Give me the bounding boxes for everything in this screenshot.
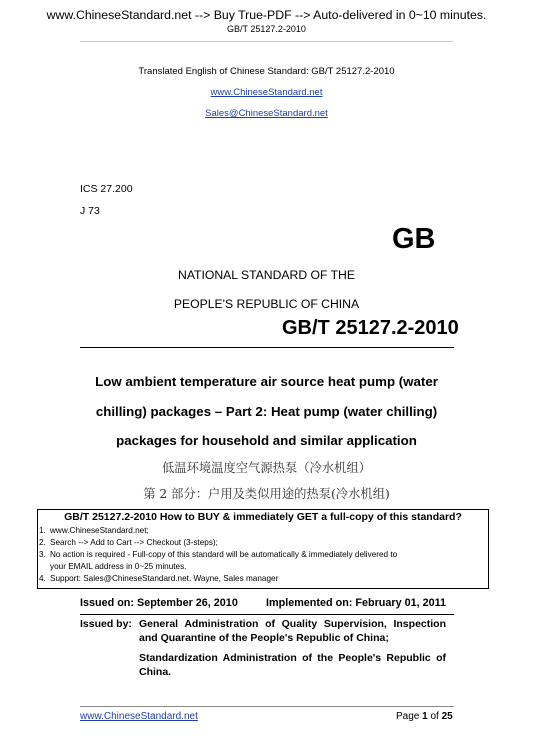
buy-step [38, 537, 488, 549]
header-standard-code: GB/T 25127.2-2010 [227, 24, 306, 34]
issue-divider [80, 614, 454, 615]
step-text: Search --> Add to Cart --> Checkout (3-steps); [50, 538, 218, 547]
gb-mark: GB [392, 223, 436, 255]
page-prefix: Page [396, 711, 423, 722]
header-divider [80, 41, 453, 42]
page-number: 1 [422, 711, 428, 722]
page-of: of [427, 711, 442, 722]
issued-on: Issued on: September 26, 2010 [80, 597, 238, 609]
issued-by-line-1: General Administration of Quality Supervision, Inspection [139, 618, 446, 630]
buy-step [38, 525, 488, 537]
issued-by-label: Issued by: [80, 618, 132, 630]
national-standard-line: NATIONAL STANDARD OF THE [178, 268, 355, 282]
english-title-line-3: packages for household and similar application [116, 433, 417, 448]
issued-by-line-4: China. [139, 666, 172, 678]
implemented-on: Implemented on: February 01, 2011 [266, 597, 447, 609]
website-link[interactable]: www.ChineseStandard.net [210, 87, 323, 98]
page-indicator [396, 711, 453, 722]
footer-divider [80, 706, 454, 707]
buy-step [38, 573, 488, 585]
step-number: 2. [39, 538, 46, 547]
buy-steps-list [38, 525, 488, 585]
translated-line: Translated English of Chinese Standard: GB/T 25127.2-2010 [138, 66, 395, 77]
english-title-line-1: Low ambient temperature air source heat pump (water [95, 374, 438, 389]
chinese-title-line-2: 第 2 部分：户用及类似用途的热泵(冷水机组) [143, 487, 390, 501]
title-divider [80, 347, 454, 348]
buy-step-continued [38, 561, 488, 573]
step-text[interactable]: www.ChineseStandard.net; [50, 526, 149, 535]
buy-step [38, 549, 488, 561]
prc-line: PEOPLE'S REPUBLIC OF CHINA [173, 297, 360, 311]
buy-instructions-box [37, 509, 489, 589]
standard-number: GB/T 25127.2-2010 [282, 317, 459, 339]
email-link[interactable]: Sales@ChineseStandard.net [205, 108, 328, 119]
buy-box-heading: GB/T 25127.2-2010 How to BUY & immediately GET a full-copy of this standard? [64, 511, 462, 523]
ics-code: ICS 27.200 [80, 183, 133, 195]
step-number: 1. [39, 526, 46, 535]
step-number [38, 561, 50, 573]
ccs-code: J 73 [80, 205, 100, 217]
footer-site-link[interactable]: www.ChineseStandard.net [80, 711, 198, 722]
english-title-line-2: chilling) packages – Part 2: Heat pump (water chilling) [95, 404, 438, 419]
issued-by-line-2: and Quarantine of the People's Republic of China; [139, 632, 389, 644]
step-text: your EMAIL address in 0~25 minutes. [50, 562, 187, 571]
step-number: 4. [39, 574, 46, 583]
page-total: 25 [441, 711, 453, 722]
step-text: Support: Sales@ChineseStandard.net. Wayne, Sales manager [50, 574, 279, 583]
step-number: 3. [39, 550, 46, 559]
issued-by-line-3: Standardization Administration of the People's Republic of [139, 652, 446, 664]
header-banner[interactable]: www.ChineseStandard.net --> Buy True-PDF --> Auto-delivered in 0~10 minutes. [46, 8, 487, 22]
step-text: No action is required - Full-copy of this standard will be automatically & immediately delivered to [50, 550, 398, 559]
chinese-title-line-1: 低温环境温度空气源热泵（冷水机组） [161, 461, 372, 475]
